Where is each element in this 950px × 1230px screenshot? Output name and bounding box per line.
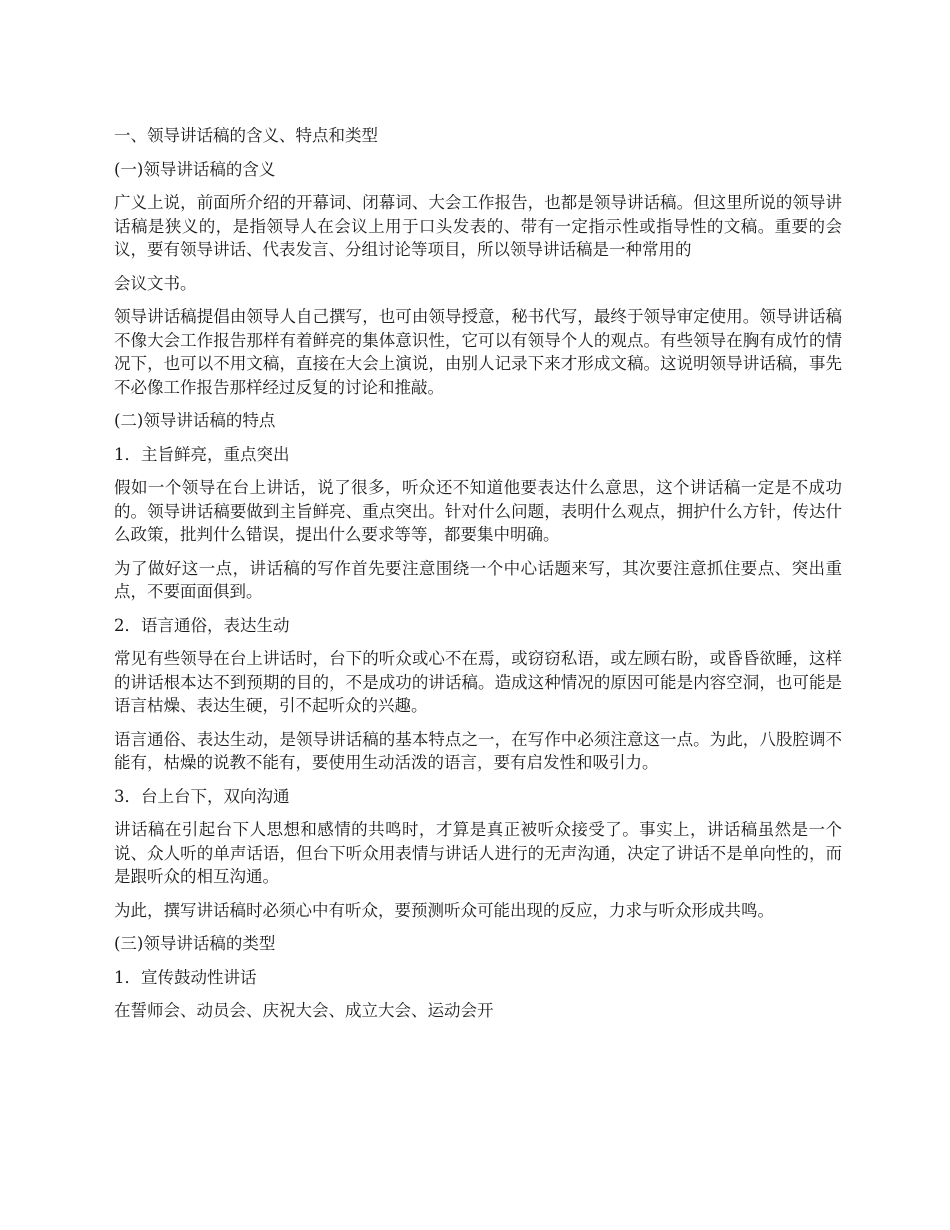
subsection-heading: (二)领导讲话稿的特点 [114, 411, 276, 430]
body-paragraph: 领导讲话稿提倡由领导人自己撰写，也可由领导授意，秘书代写，最终于领导审定使用。领导讲话稿不像大会工作报告那样有着鲜亮的集体意识性，它可以有领导个人的观点。有些领导在胸有成竹的情况下，也可以不用文稿，直接在大会上演说，由别人记录下来才形成文稿。这说明领导讲话稿，事先不必像工作报告那样经过反复的讨论和推敲。 [114, 307, 842, 397]
body-paragraph: 为了做好这一点，讲话稿的写作首先要注意围绕一个中心话题来写，其次要注意抓住要点、突出重点，不要面面俱到。 [114, 558, 842, 601]
point-heading: 1．宣传鼓动性讲话 [114, 967, 257, 987]
point-heading: 2．语言通俗，表达生动 [114, 615, 290, 635]
body-paragraph: 语言通俗、表达生动，是领导讲话稿的基本特点之一，在写作中必须注意这一点。为此，八股腔调不能有，枯燥的说教不能有，要使用生动活泼的语言，要有启发性和吸引力。 [114, 729, 842, 772]
subsection-heading: (一)领导讲话稿的含义 [114, 159, 276, 179]
point-heading: 1．主旨鲜亮，重点突出 [114, 444, 290, 464]
body-paragraph: 讲话稿在引起台下人思想和感情的共鸣时，才算是真正被听众接受了。事实上，讲话稿虽然是一个说、众人听的单声话语，但台下听众用表情与讲话人进行的无声沟通，决定了讲话不是单向性的，而是跟听众的相互沟通。 [114, 820, 842, 886]
body-paragraph: 广义上说，前面所介绍的开幕词、闭幕词、大会工作报告，也都是领导讲话稿。但这里所说的领导讲话稿是狭义的，是指领导人在会议上用于口头发表的、带有一定指示性或指导性的文稿。重要的会议，要有领导讲话、代表发言、分组讨论等项目，所以领导讲话稿是一种常用的 [114, 193, 842, 259]
body-paragraph: 为此，撰写讲话稿时必须心中有听众，要预测听众可能出现的反应，力求与听众形成共鸣。 [114, 900, 774, 920]
body-paragraph: 会议文书。 [114, 273, 197, 293]
body-paragraph: 在誓师会、动员会、庆祝大会、成立大会、运动会开 [114, 1001, 494, 1020]
body-paragraph: 假如一个领导在台上讲话，说了很多，听众还不知道他要表达什么意思，这个讲话稿一定是不成功的。领导讲话稿要做到主旨鲜亮、重点突出。针对什么问题，表明什么观点，拥护什么方针，传达什么政策，批判什么错误，提出什么要求等等，都要集中明确。 [114, 478, 842, 544]
subsection-heading: (三)领导讲话稿的类型 [114, 934, 276, 953]
section-heading: 一、领导讲话稿的含义、特点和类型 [114, 126, 378, 145]
body-paragraph: 常见有些领导在台上讲话时，台下的听众或心不在焉，或窃窃私语，或左顾右盼，或昏昏欲睡，这样的讲话根本达不到预期的目的，不是成功的讲话稿。造成这种情况的原因可能是内容空洞，也可能是语言枯燥、表达生硬，引不起听众的兴趣。 [114, 649, 842, 715]
point-heading: 3．台上台下，双向沟通 [114, 786, 290, 806]
document-page [114, 124, 842, 1033]
